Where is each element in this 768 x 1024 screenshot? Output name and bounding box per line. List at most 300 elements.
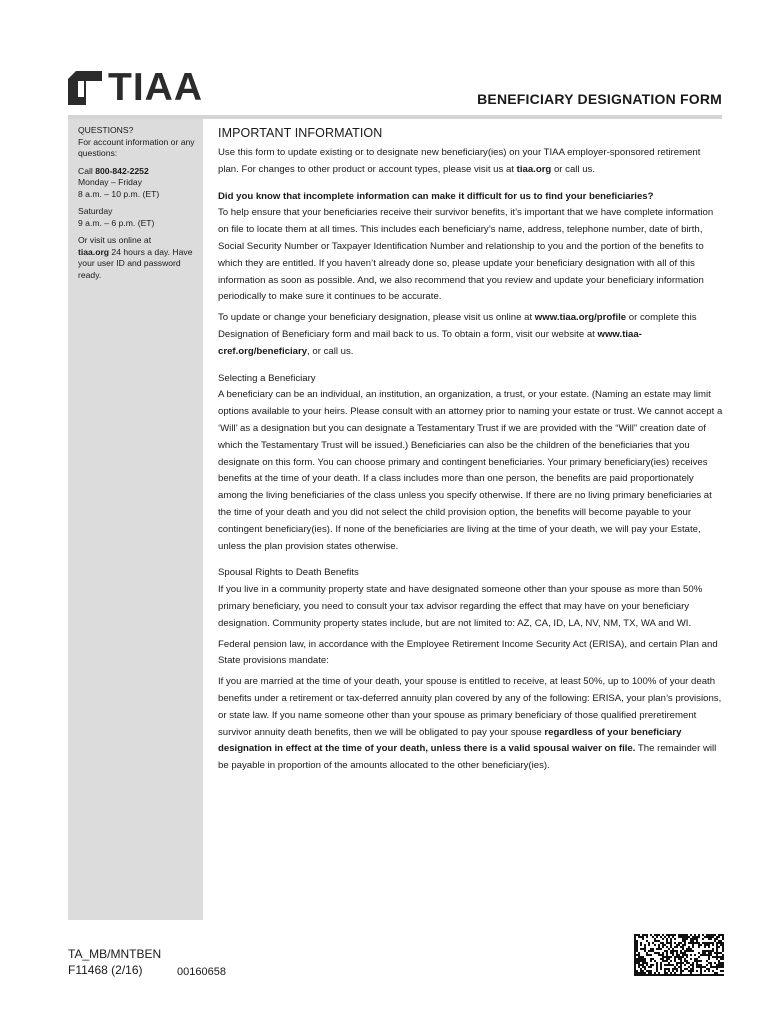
barcode-module (708, 958, 710, 960)
barcode-module (680, 968, 682, 970)
barcode-module (716, 968, 718, 970)
sidebar-visit-block (78, 235, 195, 281)
barcode-module (682, 954, 684, 956)
barcode-module (686, 938, 688, 940)
barcode-module (690, 970, 692, 972)
barcode-module (670, 942, 672, 944)
barcode-module (650, 970, 652, 972)
barcode-module (718, 934, 720, 936)
barcode-module (674, 942, 676, 944)
barcode-module (634, 946, 636, 948)
barcode-module (634, 954, 636, 956)
beneficiary-link[interactable]: www.tiaa-cref.org/beneficiary (218, 328, 642, 357)
barcode-module (634, 974, 636, 976)
barcode-module (652, 936, 654, 938)
barcode-module (688, 936, 690, 938)
barcode-module (708, 952, 710, 954)
barcode-module (642, 974, 644, 976)
barcode-module (708, 974, 710, 976)
barcode-module (652, 974, 654, 976)
barcode-module (672, 952, 674, 954)
barcode-module (660, 958, 662, 960)
barcode-module (706, 960, 708, 962)
barcode-module (708, 936, 710, 938)
barcode-module (634, 962, 636, 964)
barcode-module (666, 946, 668, 948)
barcode-module (648, 970, 650, 972)
federal-paragraph: Federal pension law, in accordance with the Employee Retirement Income Security Act (ERISA), and certain Plan and State provisions mandate: (218, 638, 718, 667)
barcode-module (716, 958, 718, 960)
barcode-module (696, 970, 698, 972)
barcode-module (706, 936, 708, 938)
selecting-paragraph (218, 371, 723, 556)
barcode-module (696, 958, 698, 960)
barcode-module (706, 964, 708, 966)
weekday-hours: 8 a.m. – 10 p.m. (ET) (78, 188, 160, 199)
barcode-module (688, 966, 690, 968)
barcode-module (710, 954, 712, 956)
barcode-module (654, 940, 656, 942)
barcode-module (662, 958, 664, 960)
barcode-module (638, 934, 640, 936)
barcode-module (712, 944, 714, 946)
barcode-module (678, 966, 680, 968)
barcode-module (698, 960, 700, 962)
barcode-module (664, 972, 666, 974)
barcode-module (722, 964, 724, 966)
barcode-module (692, 964, 694, 966)
barcode-module (638, 952, 640, 954)
barcode-module (640, 970, 642, 972)
intro-text-end: or call us. (551, 163, 596, 175)
barcode-module (718, 942, 720, 944)
barcode-module (640, 936, 642, 938)
barcode-module (664, 968, 666, 970)
barcode-module (680, 970, 682, 972)
barcode-module (684, 944, 686, 946)
barcode-module (688, 950, 690, 952)
barcode-module (684, 936, 686, 938)
did-you-know-body: To help ensure that your beneficiaries receive their survivor benefits, it’s important that we have complete information on file to locate them at all times. This includes each beneficiary’s name, address, telephone number, date of birth, Social Security Number or Taxpayer Identification Number and relationship to you and the portion of the benefits to which they are entitled. If you haven’t already done so, please update your beneficiary designation with all of this information as soon as possible. And, we also recommend that you review and update your beneficiary information periodically to make sure it continues to be accurate. (218, 207, 714, 303)
barcode-module (668, 974, 670, 976)
barcode-module (670, 944, 672, 946)
married-bold-text: regardless of your beneficiary designation in effect at the time of your death, unless there is a valid spousal waiver on file. (218, 726, 682, 755)
barcode-module (708, 962, 710, 964)
barcode-module (680, 972, 682, 974)
barcode-module (706, 942, 708, 944)
main-content (218, 124, 723, 779)
barcode-module (704, 950, 706, 952)
barcode-module (712, 934, 714, 936)
barcode-module (656, 962, 658, 964)
barcode-module (666, 974, 668, 976)
barcode-module (660, 936, 662, 938)
barcode-module (676, 964, 678, 966)
barcode-module (700, 974, 702, 976)
barcode-module (638, 958, 640, 960)
barcode-module (704, 970, 706, 972)
barcode-module (706, 944, 708, 946)
barcode-module (704, 944, 706, 946)
barcode-module (662, 934, 664, 936)
barcode-module (678, 958, 680, 960)
barcode-module (690, 938, 692, 940)
barcode-module (698, 974, 700, 976)
barcode-module (636, 972, 638, 974)
barcode-module (664, 944, 666, 946)
barcode-module (680, 952, 682, 954)
barcode-module (638, 936, 640, 938)
barcode-module (710, 934, 712, 936)
barcode-module (640, 956, 642, 958)
barcode-module (656, 948, 658, 950)
barcode-module (656, 964, 658, 966)
barcode-module (668, 962, 670, 964)
barcode-module (634, 944, 636, 946)
barcode-module (634, 964, 636, 966)
barcode-module (636, 960, 638, 962)
barcode-module (642, 960, 644, 962)
barcode-module (672, 968, 674, 970)
barcode-module (720, 958, 722, 960)
barcode-module (722, 948, 724, 950)
profile-link[interactable]: www.tiaa.org/profile (534, 312, 627, 324)
barcode-module (714, 938, 716, 940)
barcode-module (680, 960, 682, 962)
barcode-module (708, 970, 710, 972)
form-title: BENEFICIARY DESIGNATION FORM (477, 91, 722, 107)
barcode-module (684, 968, 686, 970)
barcode-module (716, 944, 718, 946)
barcode-module (718, 946, 720, 948)
barcode-module (670, 972, 672, 974)
barcode-module (700, 944, 702, 946)
barcode-module (694, 974, 696, 976)
barcode-module (644, 946, 646, 948)
barcode-module (666, 964, 668, 966)
barcode-module (702, 952, 704, 954)
barcode-module (642, 964, 644, 966)
barcode-module (650, 966, 652, 968)
barcode-module (716, 956, 718, 958)
barcode-module (642, 948, 644, 950)
barcode-module (640, 948, 642, 950)
barcode-module (634, 952, 636, 954)
barcode-module (690, 974, 692, 976)
barcode-module (656, 968, 658, 970)
barcode-module (704, 952, 706, 954)
barcode-module (670, 950, 672, 952)
barcode-module (716, 942, 718, 944)
barcode-module (708, 934, 710, 936)
barcode-module (700, 970, 702, 972)
barcode-module (654, 944, 656, 946)
barcode-module (664, 936, 666, 938)
barcode-module (714, 956, 716, 958)
barcode-module (662, 946, 664, 948)
barcode-module (698, 956, 700, 958)
barcode-module (686, 956, 688, 958)
barcode-module (714, 962, 716, 964)
barcode-module (710, 964, 712, 966)
barcode-module (712, 966, 714, 968)
barcode-module (670, 964, 672, 966)
barcode-module (680, 962, 682, 964)
barcode-module (650, 934, 652, 936)
barcode-module (696, 940, 698, 942)
barcode-module (668, 934, 670, 936)
barcode-module (670, 952, 672, 954)
barcode-module (660, 948, 662, 950)
barcode-module (668, 968, 670, 970)
barcode-module (710, 950, 712, 952)
website-link[interactable]: tiaa.org (78, 246, 110, 257)
doc-code: TA_MB/MNTBEN (68, 947, 162, 961)
barcode-module (644, 972, 646, 974)
barcode-module (648, 974, 650, 976)
barcode-module (682, 940, 684, 942)
barcode-module (676, 970, 678, 972)
barcode-module (634, 940, 636, 942)
did-you-know-heading: Did you know that incomplete information can make it difficult for us to find your beneficiaries? (218, 190, 654, 202)
barcode-module (710, 952, 712, 954)
barcode-module (646, 974, 648, 976)
selecting-heading: Selecting a Beneficiary (218, 372, 316, 384)
barcode-module (670, 934, 672, 936)
barcode-module (634, 950, 636, 952)
barcode-module (696, 936, 698, 938)
barcode-module (708, 938, 710, 940)
visit-prefix: Or visit us online at (78, 235, 152, 245)
barcode-module (694, 938, 696, 940)
barcode-module (706, 934, 708, 936)
barcode-module (690, 964, 692, 966)
barcode-module (658, 934, 660, 936)
barcode-module (648, 944, 650, 946)
intro-text: Use this form to update existing or to designate new beneficiary(ies) on your TIAA employer-sponsored retirement plan. For changes to other product or account types, please visit us at (218, 147, 701, 175)
barcode-module (636, 944, 638, 946)
barcode-module (670, 960, 672, 962)
barcode-module (694, 958, 696, 960)
barcode-module (696, 942, 698, 944)
barcode-module (710, 974, 712, 976)
barcode-module (710, 962, 712, 964)
barcode-module (720, 974, 722, 976)
barcode-module (680, 966, 682, 968)
barcode-module (680, 934, 682, 936)
barcode-module (692, 936, 694, 938)
barcode-module (634, 966, 636, 968)
barcode-module (668, 958, 670, 960)
barcode-module (638, 960, 640, 962)
barcode-module (720, 944, 722, 946)
barcode-module (666, 952, 668, 954)
barcode-module (682, 936, 684, 938)
barcode-module (698, 964, 700, 966)
barcode-module (708, 942, 710, 944)
barcode-module (674, 966, 676, 968)
barcode-module (712, 936, 714, 938)
barcode-module (636, 942, 638, 944)
barcode-module (662, 954, 664, 956)
barcode-module (650, 958, 652, 960)
married-paragraph (218, 674, 723, 775)
barcode-module (690, 942, 692, 944)
barcode-module (680, 974, 682, 976)
barcode-module (644, 968, 646, 970)
barcode-module (698, 934, 700, 936)
barcode-module (644, 950, 646, 952)
barcode-module (662, 956, 664, 958)
barcode-module (658, 940, 660, 942)
spousal-heading: Spousal Rights to Death Benefits (218, 567, 359, 579)
barcode-module (684, 940, 686, 942)
barcode-module (654, 974, 656, 976)
barcode-module (704, 966, 706, 968)
barcode-module (660, 966, 662, 968)
barcode-module (678, 936, 680, 938)
barcode-module (664, 960, 666, 962)
barcode-module (634, 968, 636, 970)
married-text-end: The remainder will be payable in proportion of the amounts allocated to the other beneficiary(ies). (218, 743, 717, 772)
barcode-module (638, 962, 640, 964)
barcode-module (634, 938, 636, 940)
barcode-module (662, 938, 664, 940)
barcode-module (692, 942, 694, 944)
barcode-module (676, 950, 678, 952)
control-number: 00160658 (177, 966, 226, 978)
barcode-module (708, 946, 710, 948)
barcode-module (648, 954, 650, 956)
barcode-module (654, 960, 656, 962)
barcode-module (666, 958, 668, 960)
barcode-module (642, 972, 644, 974)
barcode-module (648, 966, 650, 968)
barcode-module (678, 944, 680, 946)
barcode-module (710, 936, 712, 938)
barcode-module (654, 938, 656, 940)
barcode-module (660, 962, 662, 964)
barcode-module (656, 940, 658, 942)
barcode-module (644, 962, 646, 964)
barcode-module (714, 966, 716, 968)
update-text-mid: or complete this Designation of Beneficiary form and mail back to us. To obtain a form, visit our website at (218, 312, 697, 340)
barcode-module (682, 962, 684, 964)
phone-number[interactable]: 800-842-2252 (95, 165, 149, 176)
barcode-module (690, 958, 692, 960)
barcode-module (678, 974, 680, 976)
barcode-module (634, 958, 636, 960)
barcode-module (634, 970, 636, 972)
barcode-module (722, 962, 724, 964)
barcode-module (720, 940, 722, 942)
barcode-module (666, 956, 668, 958)
barcode-module (634, 942, 636, 944)
barcode-module (716, 954, 718, 956)
barcode-module (636, 970, 638, 972)
barcode-module (636, 958, 638, 960)
barcode-module (704, 974, 706, 976)
barcode-module (702, 942, 704, 944)
barcode-module (688, 962, 690, 964)
barcode-module (702, 950, 704, 952)
barcode-module (692, 938, 694, 940)
tiaa-logo-icon (68, 71, 102, 105)
barcode-module (708, 956, 710, 958)
barcode-module (712, 956, 714, 958)
barcode-module (720, 934, 722, 936)
barcode-module (722, 954, 724, 956)
barcode-module (692, 940, 694, 942)
barcode-module (664, 974, 666, 976)
intro-link[interactable]: tiaa.org (516, 163, 552, 175)
barcode-module (706, 968, 708, 970)
barcode-module (698, 936, 700, 938)
barcode-module (676, 962, 678, 964)
barcode-module (642, 962, 644, 964)
barcode-module (666, 942, 668, 944)
barcode-module (640, 964, 642, 966)
barcode-module (638, 972, 640, 974)
barcode-module (674, 946, 676, 948)
barcode-module (640, 960, 642, 962)
barcode-module (698, 944, 700, 946)
barcode-module (668, 942, 670, 944)
barcode-module (660, 974, 662, 976)
barcode-module (706, 974, 708, 976)
barcode-module (640, 972, 642, 974)
barcode-module (652, 948, 654, 950)
barcode-module (718, 964, 720, 966)
barcode-module (644, 974, 646, 976)
barcode-module (700, 964, 702, 966)
barcode-module (640, 942, 642, 944)
barcode-module (672, 934, 674, 936)
barcode-module (638, 954, 640, 956)
barcode-module (658, 946, 660, 948)
saturday-day: Saturday (78, 206, 113, 216)
barcode-module (640, 944, 642, 946)
barcode-module (678, 956, 680, 958)
barcode-module (636, 946, 638, 948)
barcode-module (666, 938, 668, 940)
barcode-module (674, 934, 676, 936)
barcode-module (656, 970, 658, 972)
barcode-module (694, 960, 696, 962)
barcode-module (708, 954, 710, 956)
barcode-module (672, 948, 674, 950)
visit-suffix: 24 hours a day. Have your user ID and password ready. (78, 246, 193, 280)
barcode-module (664, 964, 666, 966)
spousal-paragraph (218, 565, 723, 632)
barcode-module (666, 972, 668, 974)
barcode-module (692, 970, 694, 972)
barcode-module (684, 952, 686, 954)
barcode-module (714, 940, 716, 942)
barcode-module (652, 942, 654, 944)
2d-barcode (634, 934, 724, 976)
section-heading: IMPORTANT INFORMATION (218, 126, 383, 140)
barcode-module (690, 940, 692, 942)
barcode-module (718, 940, 720, 942)
barcode-module (642, 966, 644, 968)
barcode-module (688, 942, 690, 944)
barcode-module (680, 964, 682, 966)
barcode-module (660, 964, 662, 966)
barcode-module (634, 960, 636, 962)
barcode-module (692, 944, 694, 946)
barcode-module (698, 942, 700, 944)
